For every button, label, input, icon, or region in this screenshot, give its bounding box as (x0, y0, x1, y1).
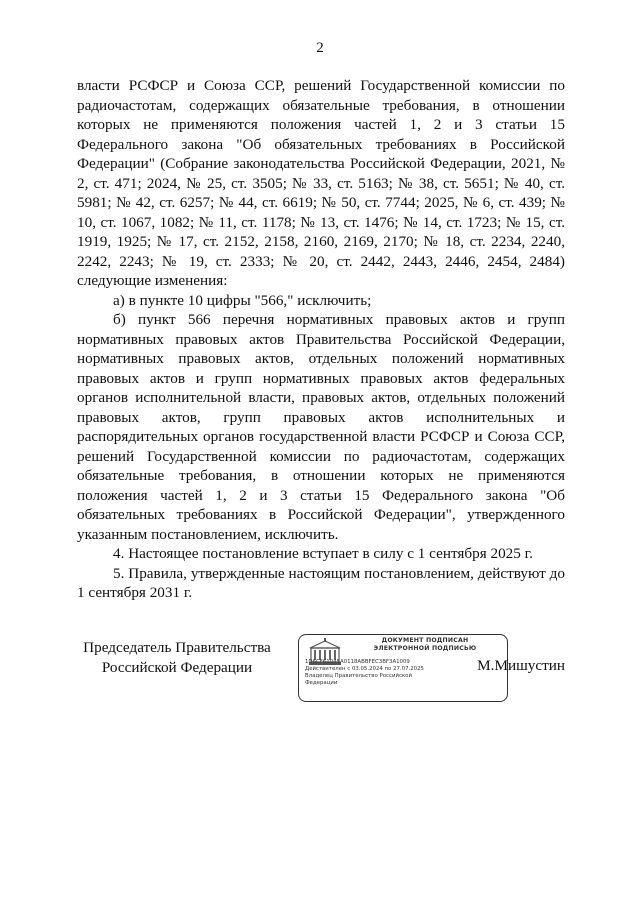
stamp-owner-line1: Владелец Правительство Российской (305, 673, 412, 679)
stamp-heading-line2: ЭЛЕКТРОННОЙ ПОДПИСЬЮ (373, 645, 477, 652)
signer-name: М.Мишустин (477, 657, 565, 674)
paragraph-changes-intro: власти РСФСР и Союза ССР, решений Государственной комиссии по радиочастотам, содержащих обязательные требования, в отношении которых не применяются положения частей 1, 2 и 3 статьи 15 Федерального закона "Об обязательных требованиях в Российской Федерации" (Собрание законодательства Российской Федерации, 2021, № 2, ст. 471; 2024, № 25, ст. 3505; № 33, ст. 5163; № 38, ст. 5651; № 40, ст. 5981; № 42, ст. 6257; № 44, ст. 6619; № 50, ст. 7744; 2025, № 6, ст. 439; № 10, ст. 1067, 1082; № 11, ст. 1178; № 13, ст. 1476; № 14, ст. 1723; № 15, ст. 1919, 1925; № 17, ст. 2152, 2158, 2160, 2169, 2170; № 18, ст. 2234, 2240, 2242, 2243; № 19, ст. 2333; № 20, ст. 2442, 2443, 2446, 2454, 2484) следующие изменения: (77, 77, 565, 289)
stamp-details (305, 659, 505, 687)
page-number: 2 (316, 40, 324, 56)
signer-title (77, 638, 277, 677)
stamp-validity: Действителен с 03.05.2024 по 27.07.2025 (305, 666, 424, 672)
paragraph-clause-5: 5. Правила, утвержденные настоящим постановлением, действуют до 1 сентября 2031 г. (77, 564, 565, 601)
stamp-heading (345, 637, 505, 653)
paragraph-clause-4: 4. Настоящее постановление вступает в силу с 1 сентября 2025 г. (113, 545, 533, 562)
signer-title-line2: Российской Федерации (101, 658, 253, 676)
paragraph-item-b: б) пункт 566 перечня нормативных правовых актов и групп нормативных правовых актов Правительства Российской Федерации, нормативных правовых актов, отдельных положений нормативных правовых актов и групп нормативных правовых актов федеральных органов исполнительной власти, правовых актов, отдельных положений правовых актов, групп правовых актов исполнительных и распорядительных органов государственной власти РСФСР и Союза ССР, решений Государственной комиссии по радиочастотам, содержащих обязательные требования, в отношении которых не применяются положения частей 1, 2 и 3 статьи 15 Федерального закона "Об обязательных требованиях в Российской Федерации", утвержденного указанным постановлением, исключить. (77, 311, 565, 543)
stamp-certificate: 1D6CF61045A0118ABBFEC3BF3A1009 (305, 659, 410, 665)
paragraph-item-a: а) в пункте 10 цифры "566," исключить; (113, 291, 372, 309)
signature-block (77, 634, 565, 704)
stamp-heading-line1: ДОКУМЕНТ ПОДПИСАН (381, 637, 469, 644)
document-body (77, 76, 565, 603)
stamp-owner-line2: Федерации (305, 680, 338, 686)
signer-title-line1: Председатель Правительства (83, 639, 271, 656)
